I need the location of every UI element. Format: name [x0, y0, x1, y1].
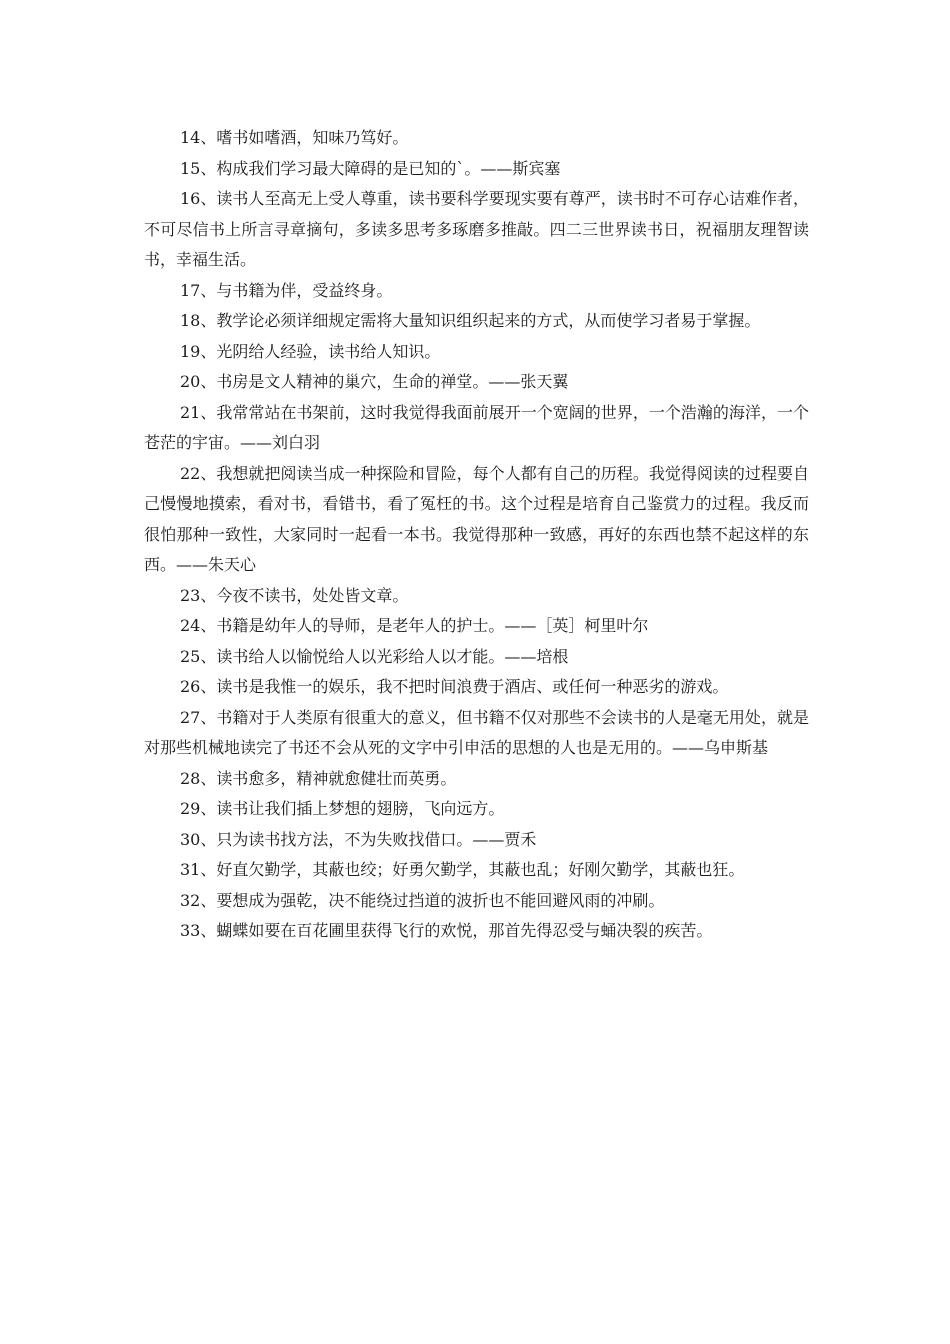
quote-paragraph-28: 28、读书愈多，精神就愈健壮而英勇。: [180, 768, 457, 788]
quote-paragraph-20: 20、书房是文人精神的巢穴，生命的禅堂。——张天翼: [180, 372, 569, 391]
quote-paragraph-14: 14、嗜书如嗜酒，知味乃笃好。: [180, 128, 409, 147]
quote-paragraph-21: 21、我常常站在书架前，这时我觉得我面前展开一个宽阔的世界，一个浩瀚的海洋，一个苍茫的宇宙。——刘白羽: [144, 402, 809, 452]
quote-paragraph-17: 17、与书籍为伴，受益终身。: [180, 280, 393, 300]
document-body: [144, 123, 809, 947]
quote-paragraph-25: 25、读书给人以愉悦给人以光彩给人以才能。——培根: [180, 646, 569, 666]
quote-paragraph-18: 18、教学论必须详细规定需将大量知识组织起来的方式，从而使学习者易于掌握。: [180, 311, 761, 330]
quote-paragraph-32: 32、要想成为强乾，决不能绕过挡道的波折也不能回避风雨的冲刷。: [180, 890, 665, 910]
quote-paragraph-15: 15、构成我们学习最大障碍的是已知的`。——斯宾塞: [180, 158, 561, 178]
quote-paragraph-26: 26、读书是我惟一的娱乐，我不把时间浪费于酒店、或任何一种恶劣的游戏。: [180, 677, 729, 696]
quote-paragraph-33: 33、蝴蝶如要在百花圃里获得飞行的欢悦，那首先得忍受与蛹决裂的疾苦。: [180, 921, 713, 940]
quote-paragraph-30: 30、只为读书找方法，不为失败找借口。——贾禾: [180, 829, 537, 849]
quote-paragraph-24: 24、书籍是幼年人的导师，是老年人的护士。——［英］柯里叶尔: [180, 616, 649, 635]
quote-paragraph-27: 27、书籍对于人类原有很重大的意义，但书籍不仅对那些不会读书的人是毫无用处，就是对那些机械地读完了书还不会从死的文字中引申活的思想的人也是无用的。——乌申斯基: [144, 707, 809, 757]
quote-paragraph-29: 29、读书让我们插上梦想的翅膀，飞向远方。: [180, 799, 505, 818]
quote-paragraph-19: 19、光阴给人经验，读书给人知识。: [180, 341, 441, 361]
quote-paragraph-22: 22、我想就把阅读当成一种探险和冒险，每个人都有自己的历程。我觉得阅读的过程要自己慢慢地摸索，看对书，看错书，看了冤枉的书。这个过程是培育自己鉴赏力的过程。我反而很怕那种一致性，大家同时一起看一本书。我觉得那种一致感，再好的东西也禁不起这样的东西。——朱天心: [144, 463, 809, 574]
quote-paragraph-23: 23、今夜不读书，处处皆文章。: [180, 585, 409, 605]
quote-paragraph-31: 31、好直欠勤学，其蔽也绞；好勇欠勤学，其蔽也乱；好刚欠勤学，其蔽也狂。: [180, 860, 745, 879]
quote-paragraph-16: 16、读书人至高无上受人尊重，读书要科学要现实要有尊严，读书时不可存心诘难作者，不可尽信书上所言寻章摘句，多读多思考多琢磨多推敲。四二三世界读书日，祝福朋友理智读书，幸福生活。: [144, 189, 809, 269]
